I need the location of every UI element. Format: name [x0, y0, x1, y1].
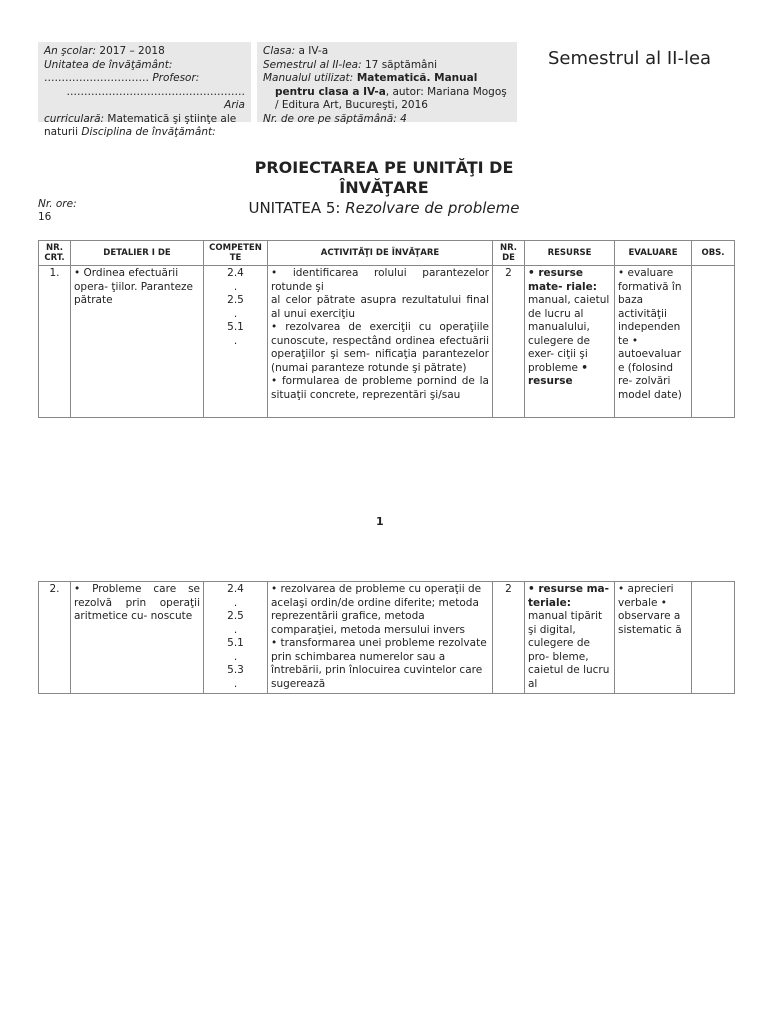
competenta: 2.5	[227, 294, 244, 306]
row-evaluare-text: • aprecieri verbale • observare a sistematic ă	[618, 583, 682, 636]
resurse-heading: • resurse ma- teriale:	[528, 583, 609, 609]
units-table-page-1	[38, 240, 735, 418]
competenta: 5.3	[227, 664, 244, 676]
header-obs: OBS.	[692, 241, 735, 266]
row-detalieri-text: • Probleme care se rezolvă prin operaţii aritmetice cu- noscute	[74, 583, 200, 622]
row-ore: 2	[493, 266, 525, 418]
page-title: PROIECTAREA PE UNITĂŢI DE ÎNVĂŢARE	[254, 158, 514, 197]
nr-ore-label: Nr. ore:	[38, 198, 77, 210]
header-activitati: ACTIVITĂŢI DE ÎNVĂŢARE	[268, 241, 493, 266]
row-detalieri-text: • Ordinea efectuării opera- ţiilor. Paranteze pătrate	[74, 267, 193, 306]
row-obs	[692, 582, 735, 694]
ore-pe-saptamana: Nr. de ore pe săptămână: 4	[263, 112, 407, 125]
header-evaluare: EVALUARE	[615, 241, 692, 266]
row-obs	[692, 266, 735, 418]
semester-title: Semestrul al II-lea	[548, 48, 712, 69]
row-activitati	[268, 266, 493, 418]
profesor-label: Profesor:	[152, 72, 200, 84]
nr-ore-value: 16	[38, 211, 52, 223]
unit-name: Rezolvare de probleme	[345, 199, 520, 217]
row-detalieri	[71, 266, 204, 418]
school-info-box	[38, 42, 251, 138]
an-scolar-value: 2017 – 2018	[96, 45, 165, 57]
table-row	[39, 582, 735, 694]
row-ore: 2	[493, 582, 525, 694]
units-table-page-2	[38, 581, 735, 694]
curriculara-label: curriculară:	[44, 112, 105, 125]
resurse-text: manual, caietul de lucru al manualului, culegere de exer- ciţii şi probleme	[528, 294, 610, 374]
row-competente: 2.4 . 2.5 . 5.1 . 5.3 .	[204, 582, 268, 694]
clasa-value: a IV-a	[295, 45, 329, 57]
class-info-box	[257, 42, 517, 125]
aria-label: Aria	[224, 99, 245, 111]
header-competente: COMPETEN TE	[204, 241, 268, 266]
row-activitati	[268, 582, 493, 694]
unit-title	[240, 199, 528, 217]
competenta: 2.4	[227, 267, 244, 279]
unitatea-label: Unitatea de învăţământ:	[44, 58, 173, 71]
semestrul-label: Semestrul al II-lea:	[263, 58, 362, 71]
row-detalieri	[71, 582, 204, 694]
disciplina-label: Disciplina de învăţământ:	[81, 126, 216, 138]
clasa-label: Clasa:	[263, 45, 296, 57]
manual-publisher: / Editura Art, Bucureşti, 2016	[275, 99, 428, 111]
row-resurse	[525, 266, 615, 418]
header-resurse: RESURSE	[525, 241, 615, 266]
header-detalieri: DETALIER I DE	[71, 241, 204, 266]
page-number: 1	[376, 515, 384, 528]
resurse-heading-2: • resurse	[528, 361, 588, 387]
row-resurse	[525, 582, 615, 694]
curriculara-value: Matematică şi ştiinţe ale	[104, 112, 237, 125]
activitate: • rezolvarea de probleme cu operaţii de acelaşi ordin/de ordine diferite; metoda reprezentării grafice, metoda comparaţiei, metoda mersului invers	[271, 583, 482, 636]
row-evaluare	[615, 266, 692, 418]
header-nr-ore: NR. DE	[493, 241, 525, 266]
activitate: al celor pătrate asupra rezultatului final al unui exerciţiu	[271, 294, 489, 320]
row-nr: 2.	[39, 582, 71, 694]
aria-dots: ……………………………………………	[66, 85, 245, 98]
nr-ore-block	[38, 198, 77, 224]
profesor-dots: …………………………	[44, 72, 149, 84]
row-evaluare-text: • evaluare formativă în baza activităţii independen te • autoevaluar e (folosind re- zolvări model date)	[618, 267, 682, 401]
activitate: • transformarea unei probleme rezolvate prin schimbarea numerelor sau a întrebării, prin înlocuirea cuvintelor care sugerează	[271, 637, 487, 690]
row-competente: 2.4 . 2.5 . 5.1 .	[204, 266, 268, 418]
competenta: 5.1	[227, 637, 244, 649]
an-scolar-label: An şcolar:	[44, 45, 97, 57]
semestrul-value: 17 săptămâni	[361, 58, 438, 71]
unit-prefix: UNITATEA 5:	[248, 199, 346, 217]
competenta: 2.4	[227, 583, 244, 595]
competenta: 2.5	[227, 610, 244, 622]
resurse-text: manual tipărit şi digital, culegere de pro- bleme, caietul de lucru al	[528, 610, 610, 690]
table-header-row	[39, 241, 735, 266]
activitate: • formularea de probleme pornind de la situaţii concrete, reprezentări şi/sau	[271, 375, 489, 401]
resurse-heading: • resurse mate- riale:	[528, 267, 597, 293]
table-row	[39, 266, 735, 418]
header-nr-crt: NR. CRT.	[39, 241, 71, 266]
manual-label: Manualul utilizat:	[263, 72, 354, 84]
row-evaluare	[615, 582, 692, 694]
manual-title: Matematică. Manual	[353, 72, 478, 84]
naturii-value: naturii	[44, 126, 79, 138]
manual-author: , autor: Mariana Mogoş	[385, 85, 507, 98]
activitate: • identificarea rolului parantezelor rotunde şi	[271, 267, 489, 293]
activitate: • rezolvarea de exerciţii cu operaţiile cunoscute, respectând ordinea efectuării operaţiilor şi sem- nificaţia parantezelor (numai paranteze rotunde şi pătrate)	[271, 321, 489, 374]
manual-title-2: pentru clasa a IV-a	[275, 85, 386, 98]
competenta: 5.1	[227, 321, 244, 333]
row-nr: 1.	[39, 266, 71, 418]
